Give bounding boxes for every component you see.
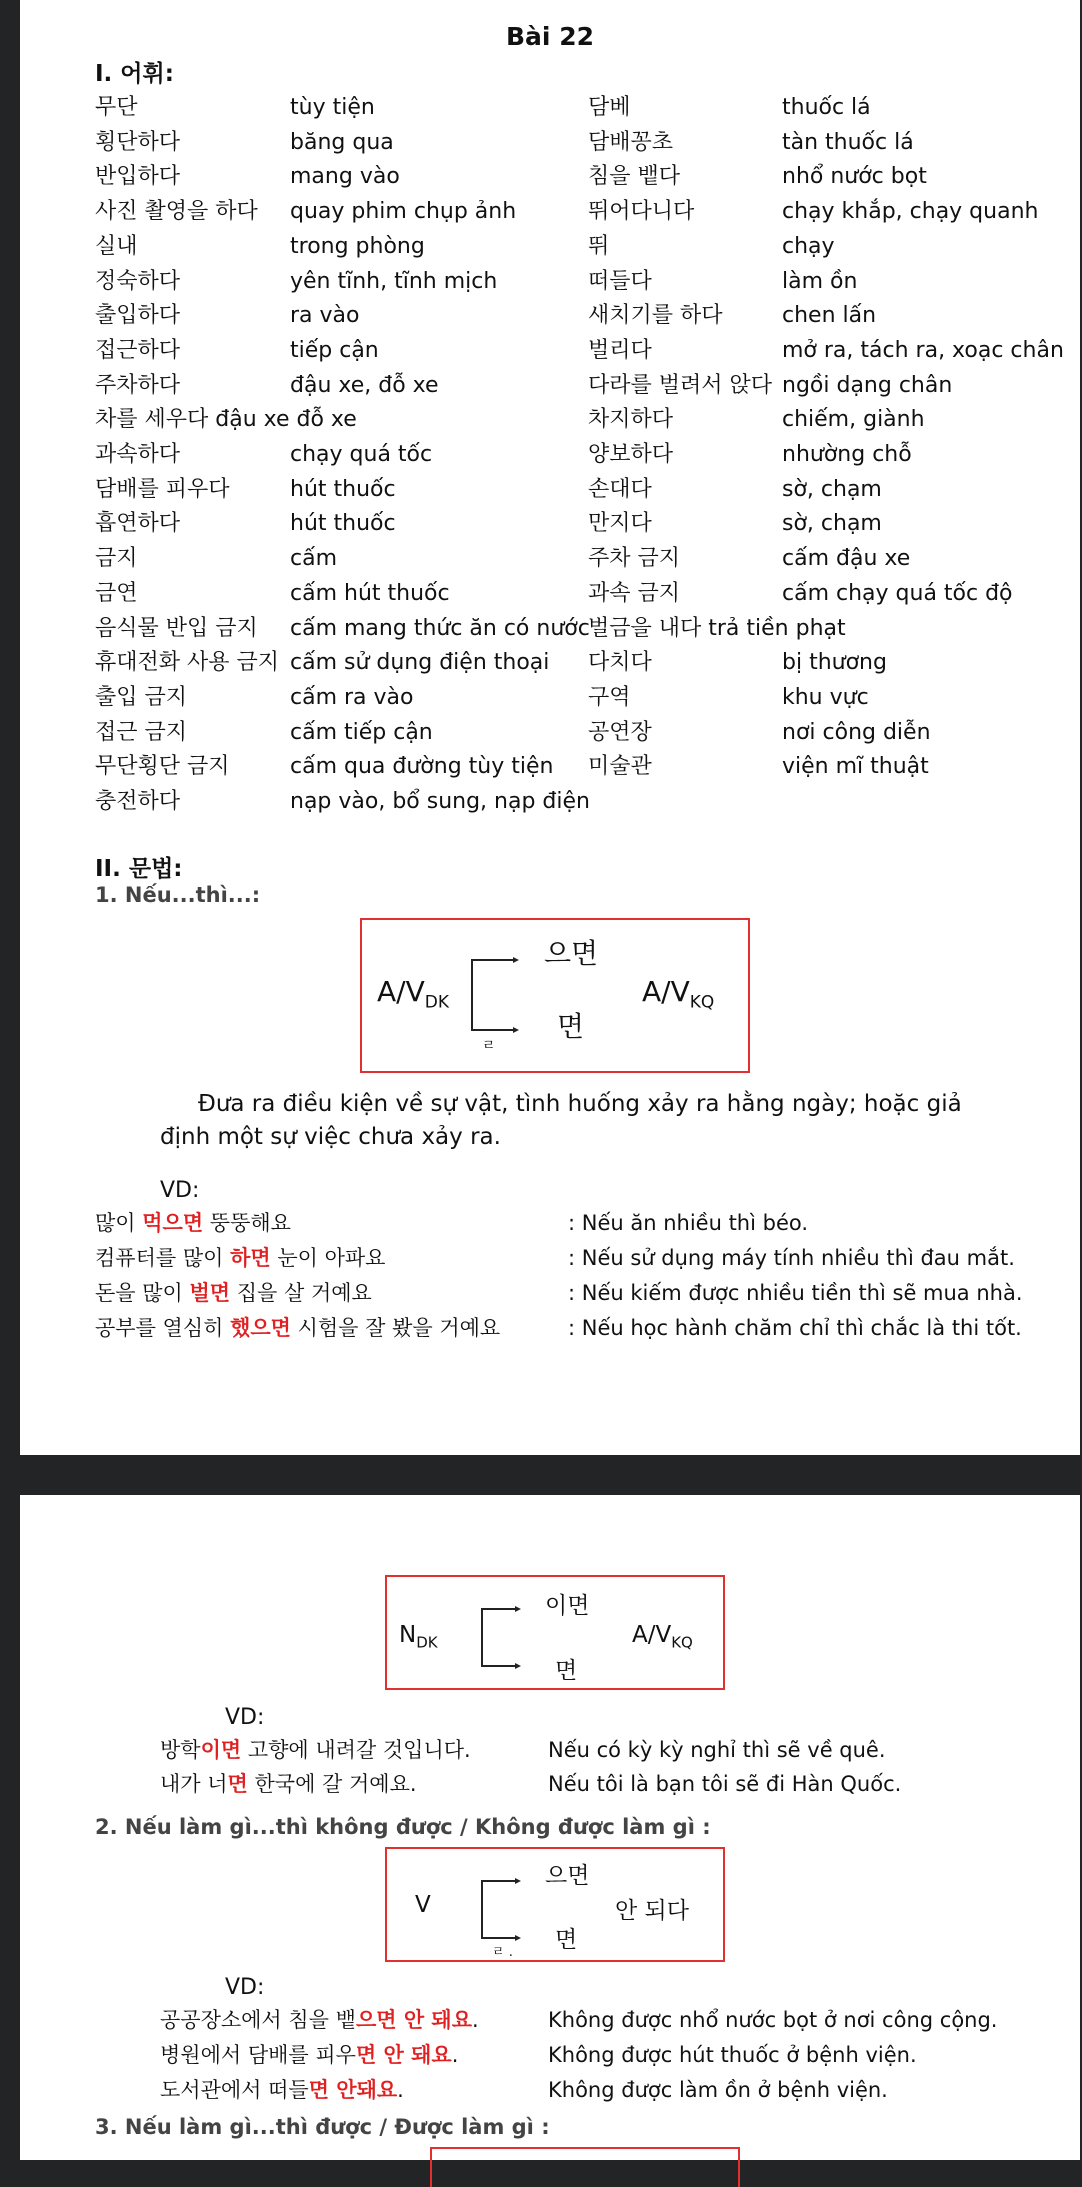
korean-term: 다치다 <box>588 650 652 676</box>
formula1-right: $A/V_{KQ}$ <box>642 975 715 1013</box>
korean-term: 손대다 <box>588 476 652 502</box>
vietnamese-meaning: chen lấn <box>782 303 877 329</box>
example-korean-post: 눈이 아파요 <box>270 1246 386 1270</box>
vocab-row <box>20 614 1080 649</box>
korean-term: 실내 <box>95 233 138 259</box>
bracket-arrows-icon <box>477 1876 527 1946</box>
example-korean-post: . <box>397 2078 404 2102</box>
vocab-row <box>20 232 1080 267</box>
example-korean <box>95 1243 385 1273</box>
vietnamese-meaning: bị thương <box>782 650 887 676</box>
vocab-row <box>20 752 1080 787</box>
example-korean <box>160 1769 417 1799</box>
formula-box-4-partial <box>430 2147 740 2187</box>
example-korean <box>160 2040 458 2070</box>
vietnamese-meaning: ngồi dạng chân <box>782 372 953 398</box>
korean-term: 차를 세우다 đậu xe đỗ xe <box>95 407 357 433</box>
vocab-row <box>20 683 1080 718</box>
section1-heading: 1. Nếu...thì...: <box>95 883 261 907</box>
vietnamese-meaning: chiếm, giành <box>782 407 925 433</box>
vocab-row <box>20 544 1080 579</box>
korean-term: 담베 <box>588 95 631 120</box>
example-korean-post: 집을 살 거예요 <box>230 1281 372 1305</box>
bracket-arrows-icon <box>467 955 527 1045</box>
korean-term: 떠들다 <box>588 268 652 294</box>
korean-term: 횡단하다 <box>95 129 181 155</box>
vocab-row <box>20 579 1080 614</box>
example-korean <box>160 1735 471 1765</box>
vietnamese-meaning: cấm chạy quá tốc độ <box>782 580 1013 606</box>
example-highlight: 하면 <box>230 1246 271 1270</box>
example-highlight: 했으면 <box>230 1316 291 1340</box>
korean-term: 금지 <box>95 546 138 572</box>
vocab-heading: I. 어휘: <box>95 61 174 87</box>
korean-term: 주차하다 <box>95 372 181 398</box>
formula3-bottom: 면 <box>555 1927 578 1953</box>
vietnamese-meaning: cấm <box>290 546 338 572</box>
formula3-top: 으면 <box>545 1863 590 1889</box>
korean-term: 담배꽁초 <box>588 129 674 155</box>
example-korean-post: 뚱뚱해요 <box>203 1211 291 1235</box>
section3-heading: 3. Nếu làm gì...thì được / Được làm gì : <box>95 2115 550 2139</box>
example-vietnamese: Nếu có kỳ kỳ nghỉ thì sẽ về quê. <box>548 1738 886 1762</box>
example-highlight: 먹으면 <box>142 1211 204 1235</box>
korean-term: 출입 금지 <box>95 684 188 710</box>
example-korean <box>160 2075 404 2105</box>
grammar-heading: II. 문법: <box>95 856 183 882</box>
vocab-row <box>20 648 1080 683</box>
formula3-left: V <box>415 1892 431 1918</box>
formula3-right: 안 되다 <box>615 1898 689 1924</box>
formula2-left: $N_{DK}$ <box>399 1622 438 1652</box>
korean-term: 접근 금지 <box>95 719 188 745</box>
formula1-top: 으면 <box>544 937 599 970</box>
vietnamese-meaning: cấm ra vào <box>290 684 414 710</box>
vietnamese-meaning: viện mĩ thuật <box>782 754 929 780</box>
korean-term: 출입하다 <box>95 303 181 329</box>
vietnamese-meaning: cấm qua đường tùy tiện <box>290 754 554 780</box>
korean-term: 새치기를 하다 <box>588 303 723 329</box>
korean-term: 만지다 <box>588 511 652 537</box>
example-vietnamese: : Nếu kiếm được nhiều tiền thì sẽ mua nhà. <box>568 1281 1023 1305</box>
vocab-row <box>20 336 1080 371</box>
example-korean-pre: 공부를 열심히 <box>95 1316 231 1340</box>
korean-term: 구역 <box>588 684 631 710</box>
korean-term: 정숙하다 <box>95 268 181 294</box>
korean-term: 양보하다 <box>588 442 674 467</box>
example-korean-pre: 많이 <box>95 1211 143 1235</box>
vietnamese-meaning: cấm hút thuốc <box>290 580 450 606</box>
vocab-row <box>20 405 1080 440</box>
vietnamese-meaning: cấm đậu xe <box>782 546 911 572</box>
vietnamese-meaning: nạp vào, bổ sung, nạp điện <box>290 789 590 814</box>
vietnamese-meaning: hút thuốc <box>290 511 396 537</box>
bracket-arrows-icon <box>477 1604 527 1674</box>
formula-box-3 <box>385 1847 725 1962</box>
vocab-row <box>20 787 1080 822</box>
formula2-bottom: 면 <box>555 1658 578 1684</box>
example-korean-pre: 방학 <box>160 1738 201 1762</box>
example-korean <box>95 1278 372 1308</box>
korean-term: 음식물 반입 금지 <box>95 615 258 641</box>
vietnamese-meaning: thuốc lá <box>782 95 871 120</box>
korean-term: 벌금을 내다 trả tiền phạt <box>588 615 846 641</box>
vietnamese-meaning: chạy khắp, chạy quanh <box>782 199 1039 225</box>
vocab-row <box>20 197 1080 232</box>
korean-term: 뛰 <box>588 233 610 259</box>
formula2-top: 이면 <box>545 1593 590 1619</box>
example-korean-post: 한국에 갈 거예요. <box>247 1772 417 1796</box>
vietnamese-meaning: cấm mang thức ăn có nước <box>290 615 590 641</box>
vietnamese-meaning: quay phim chụp ảnh <box>290 199 517 225</box>
vietnamese-meaning: chạy quá tốc <box>290 442 433 467</box>
vietnamese-meaning: yên tĩnh, tĩnh mịch <box>290 268 498 294</box>
formula1-left: $A/V_{DK}$ <box>377 975 449 1013</box>
vietnamese-meaning: khu vực <box>782 684 869 710</box>
example-korean <box>95 1313 500 1343</box>
vocab-row <box>20 509 1080 544</box>
vietnamese-meaning: sờ, chạm <box>782 476 882 502</box>
korean-term: 차지하다 <box>588 407 674 433</box>
section2-heading: 2. Nếu làm gì...thì không được / Không được làm gì : <box>95 1815 711 1839</box>
korean-term: 충전하다 <box>95 789 181 814</box>
korean-term: 반입하다 <box>95 164 181 190</box>
vocab-row <box>20 267 1080 302</box>
document-page-2 <box>20 1495 1080 2160</box>
example-highlight: 벌면 <box>189 1281 231 1305</box>
example-korean-pre: 내가 너 <box>160 1772 228 1796</box>
korean-term: 접근하다 <box>95 337 181 363</box>
example-korean-pre: 도서관에서 떠들 <box>160 2078 309 2102</box>
example-korean-post: 고향에 내려갈 것입니다. <box>241 1738 471 1762</box>
vietnamese-meaning: ra vào <box>290 303 360 329</box>
example-korean-post: . <box>472 2008 479 2032</box>
vocab-row <box>20 475 1080 510</box>
example-korean <box>95 1208 291 1238</box>
korean-term: 휴대전화 사용 금지 <box>95 650 280 676</box>
formula-box-1 <box>360 918 750 1073</box>
vocab-row <box>20 371 1080 406</box>
vocab-row <box>20 162 1080 197</box>
example-vietnamese: : Nếu ăn nhiều thì béo. <box>568 1211 809 1235</box>
vietnamese-meaning: chạy <box>782 233 835 259</box>
example-korean-post: 시험을 잘 봤을 거예요 <box>290 1316 501 1340</box>
korean-term: 과속하다 <box>95 442 181 467</box>
vietnamese-meaning: nhường chỗ <box>782 442 912 467</box>
example-korean-pre: 컴퓨터를 많이 <box>95 1246 231 1270</box>
vietnamese-meaning: trong phòng <box>290 233 425 259</box>
formula-box-2 <box>385 1575 725 1690</box>
vocab-row <box>20 128 1080 163</box>
korean-term: 침을 뱉다 <box>588 164 681 190</box>
example-highlight: 면 <box>227 1772 248 1796</box>
vietnamese-meaning: sờ, chạm <box>782 511 882 537</box>
example-vietnamese: Không được nhổ nước bọt ở nơi công cộng. <box>548 2008 998 2032</box>
vd-label: VD: <box>160 1178 200 1203</box>
example-highlight: 이면 <box>200 1738 242 1762</box>
example-vietnamese: Không được hút thuốc ở bệnh viện. <box>548 2043 917 2067</box>
vietnamese-meaning: mang vào <box>290 164 400 190</box>
vd-label-3: VD: <box>225 1975 265 2000</box>
formula3-small: ㄹ . <box>492 1945 513 1960</box>
vietnamese-meaning: cấm sử dụng điện thoại <box>290 650 550 676</box>
example-highlight: 으면 안 돼요 <box>355 2008 472 2032</box>
vietnamese-meaning: băng qua <box>290 129 394 155</box>
example-korean-pre: 병원에서 담배를 피우 <box>160 2043 356 2067</box>
example-highlight: 면 안돼요 <box>308 2078 398 2102</box>
korean-term: 벌리다 <box>588 337 652 363</box>
example-vietnamese: Nếu tôi là bạn tôi sẽ đi Hàn Quốc. <box>548 1772 902 1796</box>
korean-term: 과속 금지 <box>588 580 681 606</box>
vietnamese-meaning: nhổ nước bọt <box>782 164 927 190</box>
example-korean-pre: 돈을 많이 <box>95 1281 190 1305</box>
korean-term: 다라를 벌려서 앉다 <box>588 372 773 398</box>
vietnamese-meaning: tùy tiện <box>290 95 375 120</box>
formula1-small: ㄹ <box>482 1038 496 1054</box>
vocab-row <box>20 718 1080 753</box>
vd-label-2: VD: <box>225 1705 265 1730</box>
formula1-bottom: 면 <box>557 1010 585 1043</box>
korean-term: 사진 촬영을 하다 <box>95 199 258 225</box>
formula2-right: $A/V_{KQ}$ <box>632 1622 693 1652</box>
korean-term: 금연 <box>95 580 138 606</box>
korean-term: 공연장 <box>588 719 652 745</box>
korean-term: 무단 <box>95 95 138 120</box>
korean-term: 주차 금지 <box>588 546 681 572</box>
vietnamese-meaning: cấm tiếp cận <box>290 719 433 745</box>
korean-term: 무단횡단 금지 <box>95 754 230 780</box>
example-korean <box>160 2005 479 2035</box>
vietnamese-meaning: làm ồn <box>782 268 858 294</box>
vietnamese-meaning: hút thuốc <box>290 476 396 502</box>
example-vietnamese: : Nếu sử dụng máy tính nhiều thì đau mắt. <box>568 1246 1015 1270</box>
vocab-row <box>20 301 1080 336</box>
korean-term: 뛰어다니다 <box>588 199 695 225</box>
vietnamese-meaning: nơi công diễn <box>782 719 931 745</box>
vietnamese-meaning: đậu xe, đỗ xe <box>290 372 439 398</box>
vietnamese-meaning: tàn thuốc lá <box>782 129 914 155</box>
vietnamese-meaning: tiếp cận <box>290 337 379 363</box>
example-vietnamese: Không được làm ồn ở bệnh viện. <box>548 2078 888 2102</box>
korean-term: 흡연하다 <box>95 511 181 537</box>
example-vietnamese: : Nếu học hành chăm chỉ thì chắc là thi tốt. <box>568 1316 1022 1340</box>
example-korean-pre: 공공장소에서 침을 뱉 <box>160 2008 356 2032</box>
vietnamese-meaning: mở ra, tách ra, xoạc chân <box>782 337 1064 363</box>
example-highlight: 면 안 돼요 <box>355 2043 452 2067</box>
document-page-1 <box>20 0 1080 1455</box>
korean-term: 담배를 피우다 <box>95 476 230 502</box>
example-korean-post: . <box>451 2043 459 2067</box>
vocab-row <box>20 93 1080 128</box>
lesson-title: Bài 22 <box>506 22 594 51</box>
korean-term: 미술관 <box>588 754 652 780</box>
vocab-row <box>20 440 1080 475</box>
explanation: Đưa ra điều kiện về sự vật, tình huống xảy ra hằng ngày; hoặc giả định một sự việc chưa xảy ra. <box>160 1091 962 1150</box>
